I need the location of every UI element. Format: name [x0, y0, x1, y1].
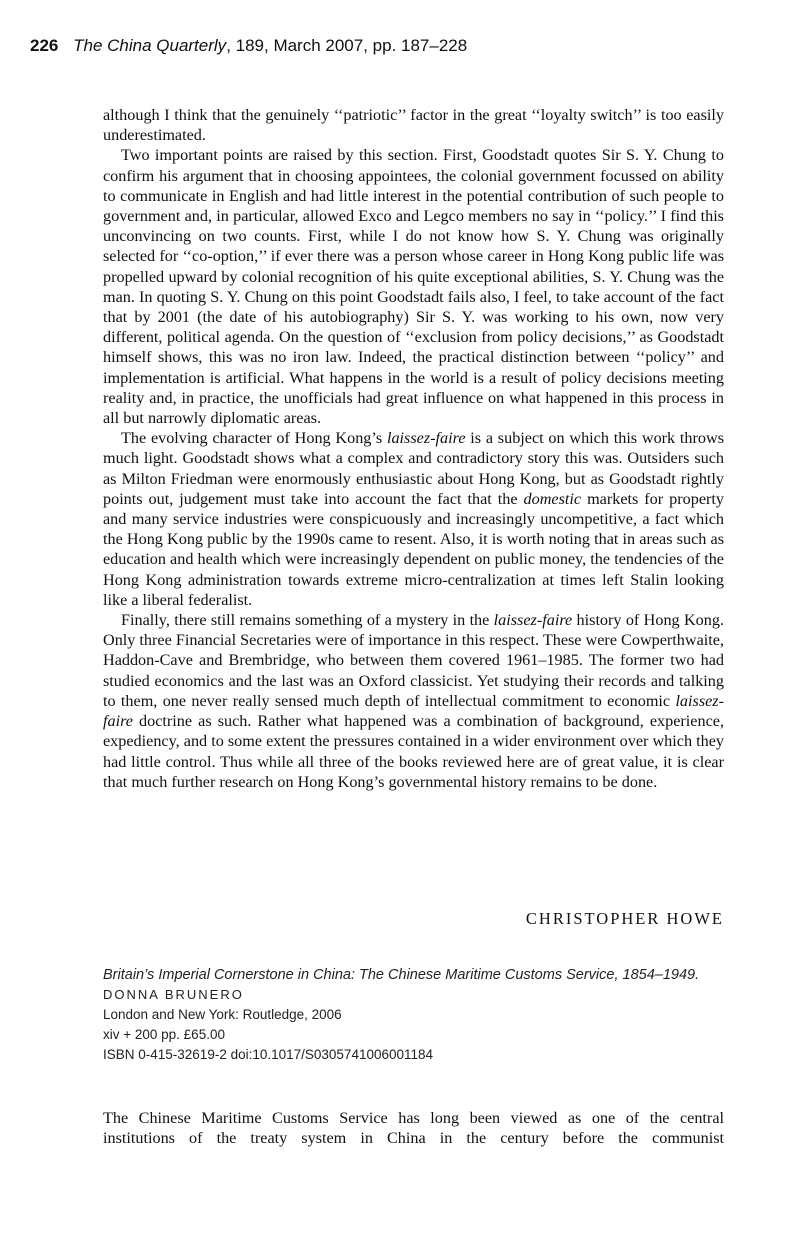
paragraph-4-text-c: doctrine as such. Rather what happened was a combination of background, experience, expediency, and to some extent the pressures contained in a wider environment over which they had little control. Thus while all three of the books reviewed here are of great value, it is clear that much further research on Hong Kong’s governmental history remains to be done.	[103, 712, 724, 791]
paragraph-1: although I think that the genuinely ‘‘patriotic’’ factor in the great ‘‘loyalty switch’’ is too easily underestimated.	[103, 106, 724, 145]
book-author: DONNA BRUNERO	[103, 987, 244, 1002]
second-review-body-text	[103, 1108, 724, 1148]
book-isbn-doi: ISBN 0-415-32619-2 doi:10.1017/S0305741006001184	[103, 1047, 434, 1062]
paragraph-4-italic-2: laissez-faire	[103, 691, 724, 731]
paragraph-3-italic-2: domestic	[523, 489, 582, 508]
book-publisher: London and New York: Routledge, 2006	[103, 1007, 342, 1022]
paragraph-4	[103, 610, 724, 792]
paragraph-3-italic-1: laissez-faire	[386, 429, 466, 448]
paragraph-3-text-a: The evolving character of Hong Kong’s	[121, 429, 387, 448]
book-title: Britain’s Imperial Cornerstone in China: The Chinese Maritime Customs Service, 1854–1949.	[103, 967, 700, 983]
page-number: 226	[30, 36, 59, 55]
paragraph-2: Two important points are raised by this section. First, Goodstadt quotes Sir S. Y. Chung to confirm his argument that in choosing appointees, the colonial government focussed on ability to communicate in English and had little interest in the potential contribution of such people to government and, in particular, allowed Exco and Legco members no say in ‘‘policy.’’ I find this unconvincing on two counts. First, while I do not know how S. Y. Chung was originally selected for ‘‘co-option,’’ if ever there was a person whose career in Hong Kong public life was propelled upward by colonial recognition of his quite exceptional abilities, S. Y. Chung was the man. In quoting S. Y. Chung on this point Goodstadt fails also, I feel, to take account of the fact that by 2001 (the date of his autobiography) Sir S. Y. was working to his own, now very different, political agenda. On the question of ‘‘exclusion from policy decisions,’’ as Goodstadt himself shows, this was no iron law. Indeed, the practical distinction between ‘‘policy’’ and implementation is artificial. What happens in the world is a result of policy decisions meeting reality and, in practice, the unofficials had great influence on what happened in this process in all but narrowly diplomatic areas.	[103, 146, 724, 428]
journal-name: The China Quarterly	[73, 36, 227, 55]
journal-citation: , 189, March 2007, pp. 187–228	[226, 36, 468, 55]
second-review-line-2: institutions of the treaty system in China in the century before the communist	[103, 1129, 724, 1148]
second-review-line-1: The Chinese Maritime Customs Service has long been viewed as one of the central	[103, 1109, 724, 1127]
running-header	[30, 36, 467, 56]
paragraph-4-text-b: history of Hong Kong. Only three Financial Secretaries were of importance in this respect. These were Cowperthwaite, Haddon-Cave and Brembridge, who between them covered 1961–1985. The former two had studied economics and the last was an Oxford classicist. Yet studying their records and talking to them, one never really sensed much depth of intellectual commitment to economic	[103, 611, 724, 710]
review-body-text	[103, 105, 724, 792]
review-author: CHRISTOPHER HOWE	[525, 909, 724, 928]
paragraph-3-text-c: markets for property and many service industries were conspicuously and increasingly uncompetitive, a fact which the Hong Kong public by the 1990s came to resent. Also, it is worth noting that in areas such as education and health which were increasingly dependent on public money, the tendencies of the Hong Kong administration towards extreme micro-centralization at times left Stalin looking like a liberal federalist.	[103, 489, 724, 609]
paragraph-4-italic-1: laissez-faire	[493, 611, 573, 630]
paragraph-3	[103, 428, 724, 610]
paragraph-3-text-b: is a subject on which this work throws much light. Goodstadt shows what a complex and contradictory story this was. Outsiders such as Milton Friedman were enormously enthusiastic about Hong Kong, but as Goodstadt rightly points out, judgement must take into account the fact that the	[103, 429, 724, 508]
book-pages-price: xiv + 200 pp. £65.00	[103, 1027, 225, 1042]
paragraph-4-text-a: Finally, there still remains something of a mystery in the	[121, 611, 494, 630]
book-review-header	[103, 965, 728, 1065]
